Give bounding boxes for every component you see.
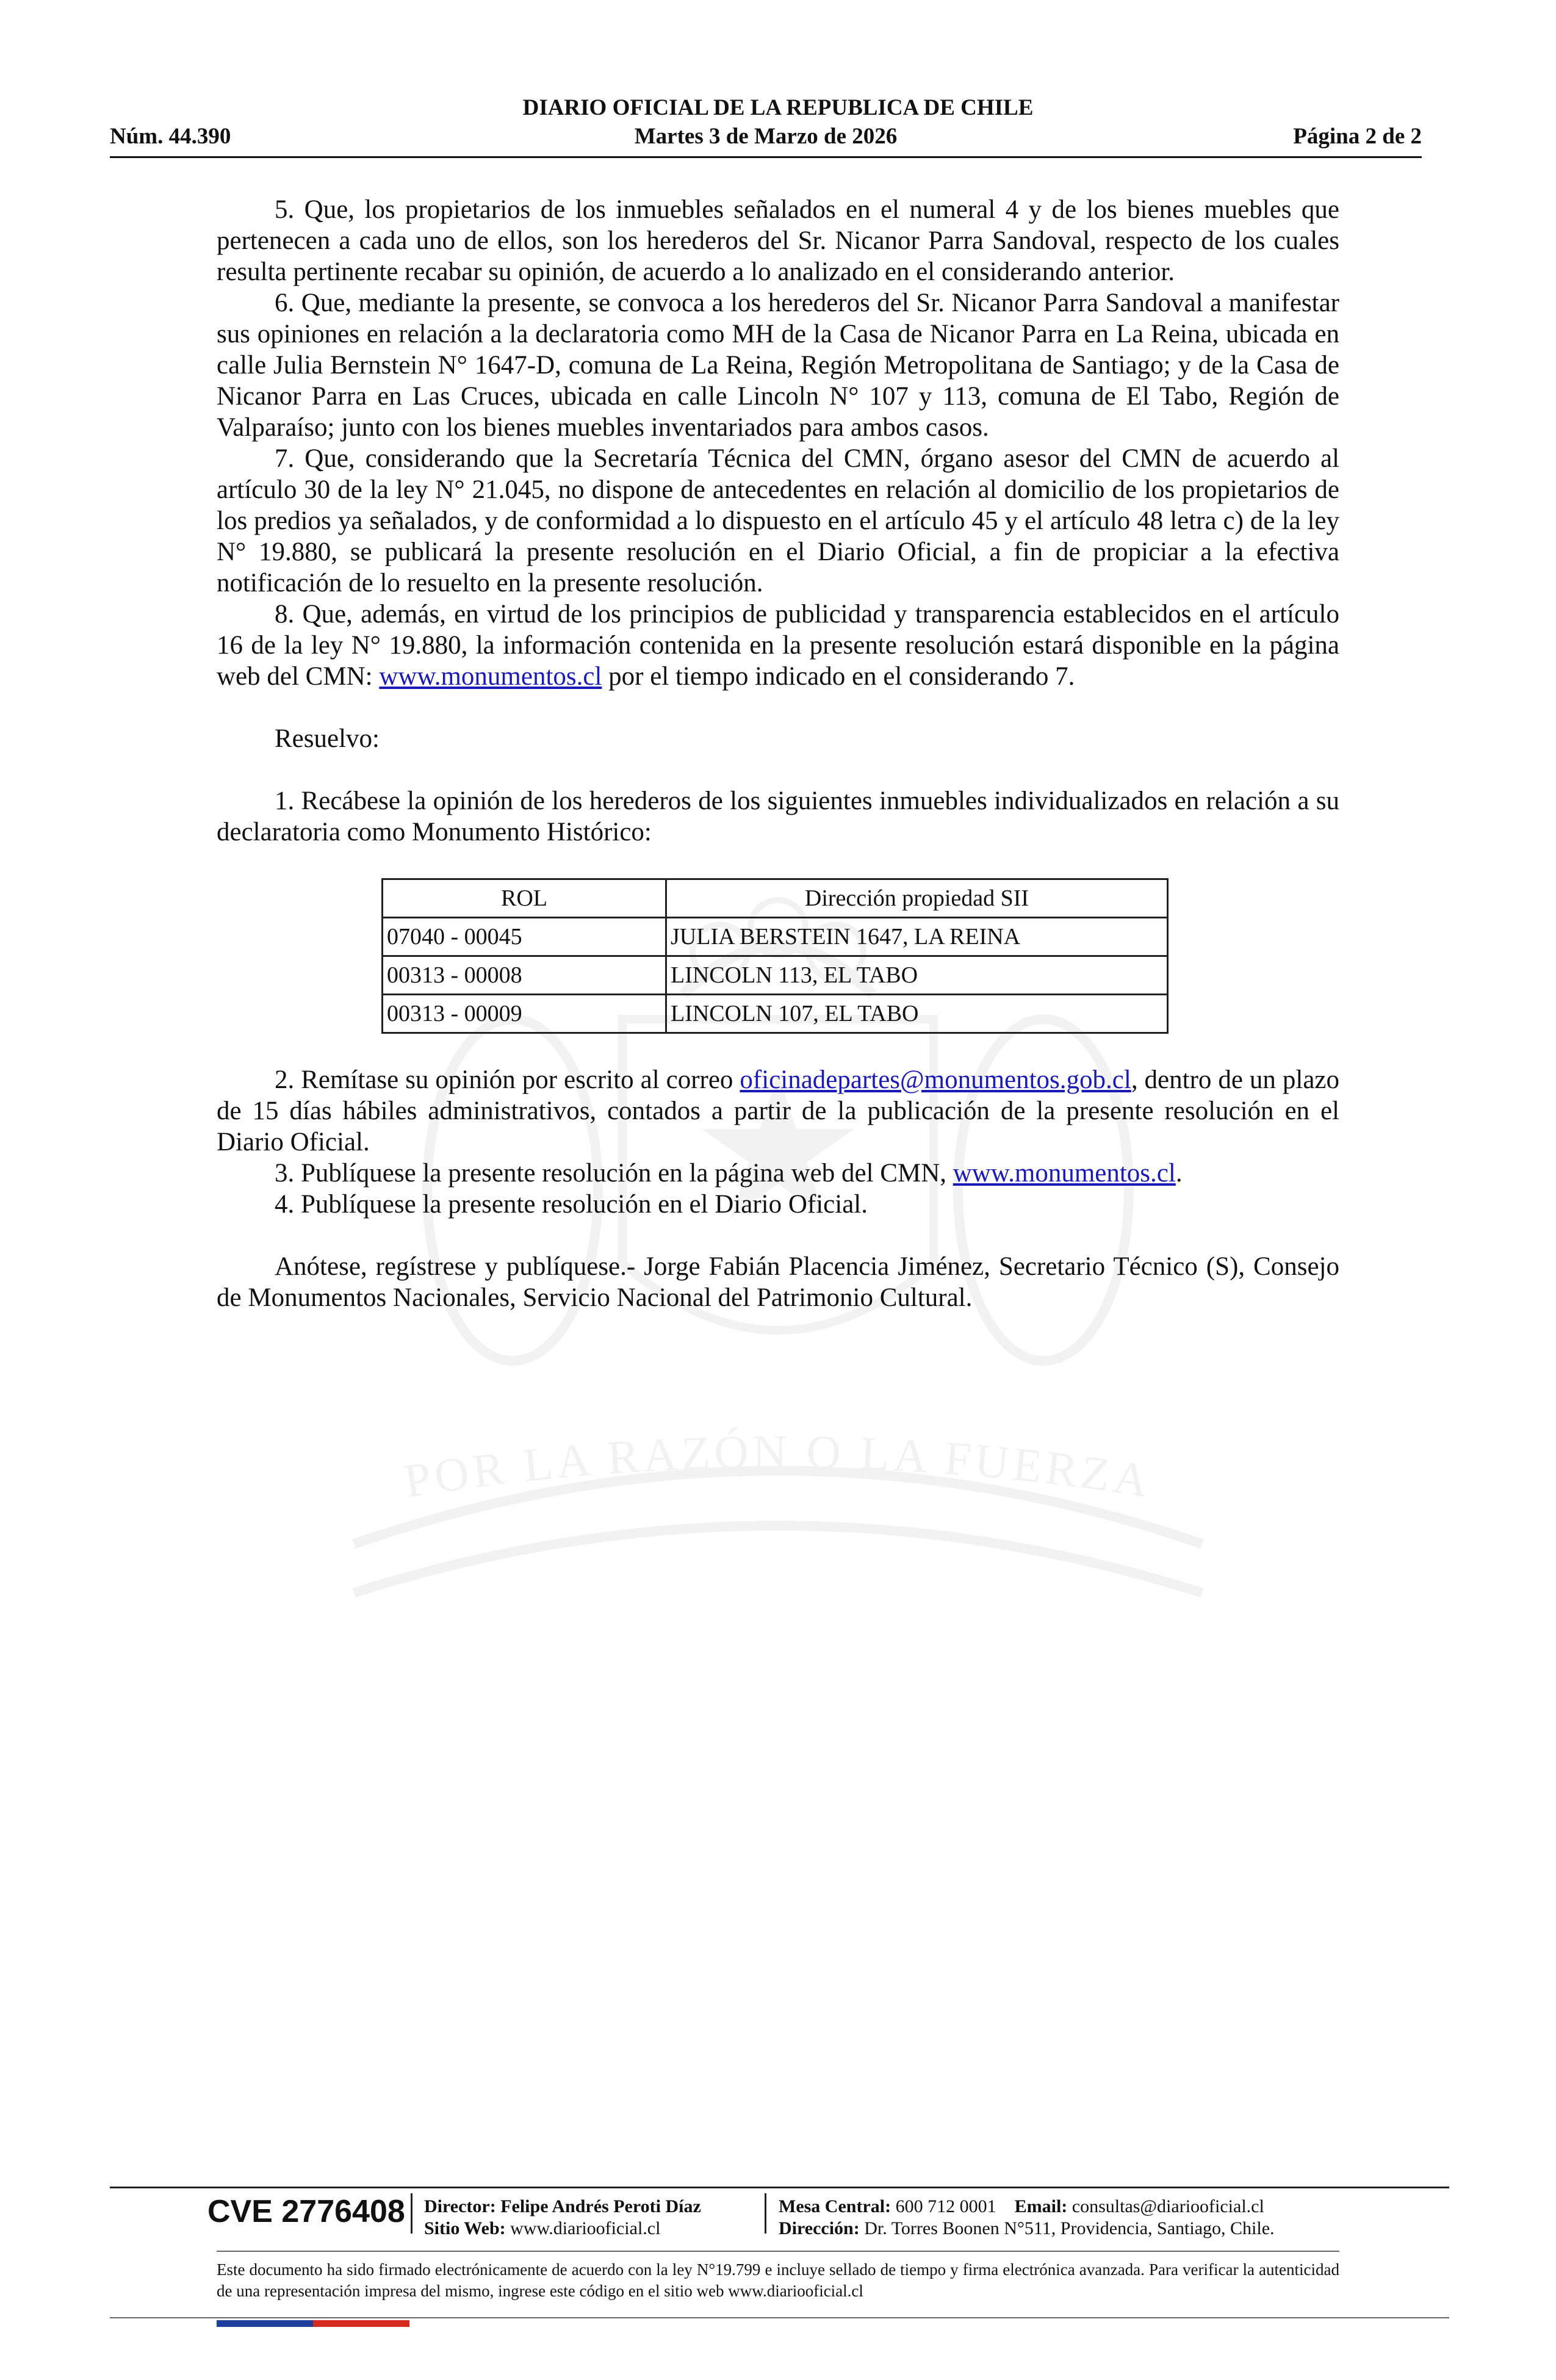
footer-divider-bottom — [110, 2317, 1449, 2318]
address-cell: LINCOLN 107, EL TABO — [666, 995, 1168, 1033]
issue-date: Martes 3 de Marzo de 2026 — [634, 124, 898, 149]
paragraph-8: 8. Que, además, en virtud de los principios de publicidad y transparencia establecidos en el artículo 16 de la ley N° 19.880, la información contenida en la presente resolución estará disponible en la página web del CMN: www.monumentos.cl por el tiempo indicado en el considerando 7. — [217, 600, 1339, 691]
rol-cell: 00313 - 00009 — [383, 995, 666, 1033]
email-link[interactable]: oficinadepartes@monumentos.gob.cl — [740, 1066, 1131, 1094]
rol-cell: 07040 - 00045 — [383, 918, 666, 956]
paragraph-6: 6. Que, mediante la presente, se convoca a los herederos del Sr. Nicanor Parra Sandoval a manifestar sus opiniones en relación a la declaratoria como MH de la Casa de Nicanor Parra en La Reina, ubicada en calle Julia Bernstein N° 1647-D, comuna de La Reina, Región Metropolitana de Santiago; y de la Casa de Nicanor Parra en Las Cruces, ubicada en calle Lincoln N° 107 y 113, comuna de El Tabo, Región de Valparaíso; junto con los bienes muebles inventariados para ambos casos. — [217, 289, 1339, 442]
document-body — [217, 194, 1339, 1313]
rol-cell: 00313 - 00008 — [383, 956, 666, 995]
footer-website[interactable]: www.diariooficial.cl — [510, 2218, 661, 2238]
paragraph-5: 5. Que, los propietarios de los inmuebles señalados en el numeral 4 y de los bienes muebles que pertenecen a cada uno de ellos, son los herederos del Sr. Nicanor Parra Sandoval, respecto de los cuales resulta pertinente recabar su opinión, de acuerdo a lo analizado en el considerando anterior. — [217, 195, 1339, 286]
cve-code: CVE 2776408 — [207, 2194, 405, 2229]
footer-contact-block: Mesa Central: 600 712 0001 Email: consultas@diariooficial.cl Dirección: Dr. Torres Boonen N°511, Providencia, Santiago, Chile. — [779, 2196, 1275, 2238]
table-row — [383, 956, 1168, 995]
watermark-motto: POR LA RAZÓN O LA FUERZA — [400, 1424, 1156, 1508]
resolution-3: 3. Publíquese la presente resolución en la página web del CMN, www.monumentos.cl. — [275, 1159, 1183, 1188]
office-address: Dr. Torres Boonen N°511, Providencia, Santiago, Chile. — [864, 2218, 1275, 2238]
resolution-4: 4. Publíquese la presente resolución en el Diario Oficial. — [275, 1190, 868, 1219]
director-name: Felipe Andrés Peroti Díaz — [500, 2196, 701, 2216]
resolution-2: 2. Remítase su opinión por escrito al correo oficinadepartes@monumentos.gob.cl, dentro de un plazo de 15 días hábiles administrativos, contados a partir de la publicación de la presente resolución en el Diario Oficial. — [217, 1066, 1339, 1156]
page-indicator: Página 2 de 2 — [1293, 124, 1422, 149]
cmn-website-link-2[interactable]: www.monumentos.cl — [953, 1159, 1176, 1188]
contact-email[interactable]: consultas@diariooficial.cl — [1072, 2196, 1264, 2216]
paragraph-7: 7. Que, considerando que la Secretaría Técnica del CMN, órgano asesor del CMN de acuerdo al artículo 30 de la ley N° 21.045, no dispone de antecedentes en relación al domicilio de los propietarios de los predios ya señalados, y de conformidad a lo dispuesto en el artículo 45 y el artículo 48 letra c) de la ley N° 19.880, se publicará la presente resolución en el Diario Oficial, a fin de propiciar a la efectiva notificación de lo resuelto en la presente resolución. — [217, 444, 1339, 597]
cmn-website-link[interactable]: www.monumentos.cl — [379, 662, 602, 691]
column-header-address: Dirección propiedad SII — [666, 879, 1168, 918]
flag-stripe-red — [313, 2320, 409, 2327]
resolution-1: 1. Recábese la opinión de los herederos de los siguientes inmuebles individualizados en relación a su declaratoria como Monumento Histórico: — [217, 787, 1339, 846]
table-row — [383, 918, 1168, 956]
column-header-rol: ROL — [383, 879, 666, 918]
table-header-row — [383, 879, 1168, 918]
properties-table — [381, 878, 1169, 1034]
newspaper-title: DIARIO OFICIAL DE LA REPUBLICA DE CHILE — [522, 95, 1034, 120]
phone-number: 600 712 0001 — [895, 2196, 996, 2216]
closing-signature: Anótese, regístrese y publíquese.- Jorge Fabián Placencia Jiménez, Secretario Técnico (S), Consejo de Monumentos Nacionales, Servicio Nacional del Patrimonio Cultural. — [217, 1252, 1339, 1312]
table-row — [383, 995, 1168, 1033]
footer-divider-mid — [217, 2251, 1339, 2252]
footer-separator — [411, 2193, 412, 2234]
electronic-signature-notice: Este documento ha sido firmado electrónicamente de acuerdo con la ley N°19.799 e incluye sellado de tiempo y firma electrónica avanzada. Para verificar la autenticidad de una representación impresa del mismo, ingrese este código en el sitio web www.diariooficial.cl — [217, 2260, 1339, 2300]
footer-divider-top — [110, 2187, 1449, 2188]
header-row — [110, 123, 1422, 151]
address-cell: JULIA BERSTEIN 1647, LA REINA — [666, 918, 1168, 956]
issue-number: Núm. 44.390 — [110, 124, 231, 149]
address-cell: LINCOLN 113, EL TABO — [666, 956, 1168, 995]
resuelvo-heading: Resuelvo: — [275, 724, 380, 753]
footer-separator — [765, 2193, 766, 2234]
header-divider — [110, 156, 1422, 158]
footer-director-block: Director: Felipe Andrés Peroti Díaz Sitio Web: www.diariooficial.cl — [424, 2196, 701, 2238]
flag-stripe-blue — [217, 2320, 313, 2327]
